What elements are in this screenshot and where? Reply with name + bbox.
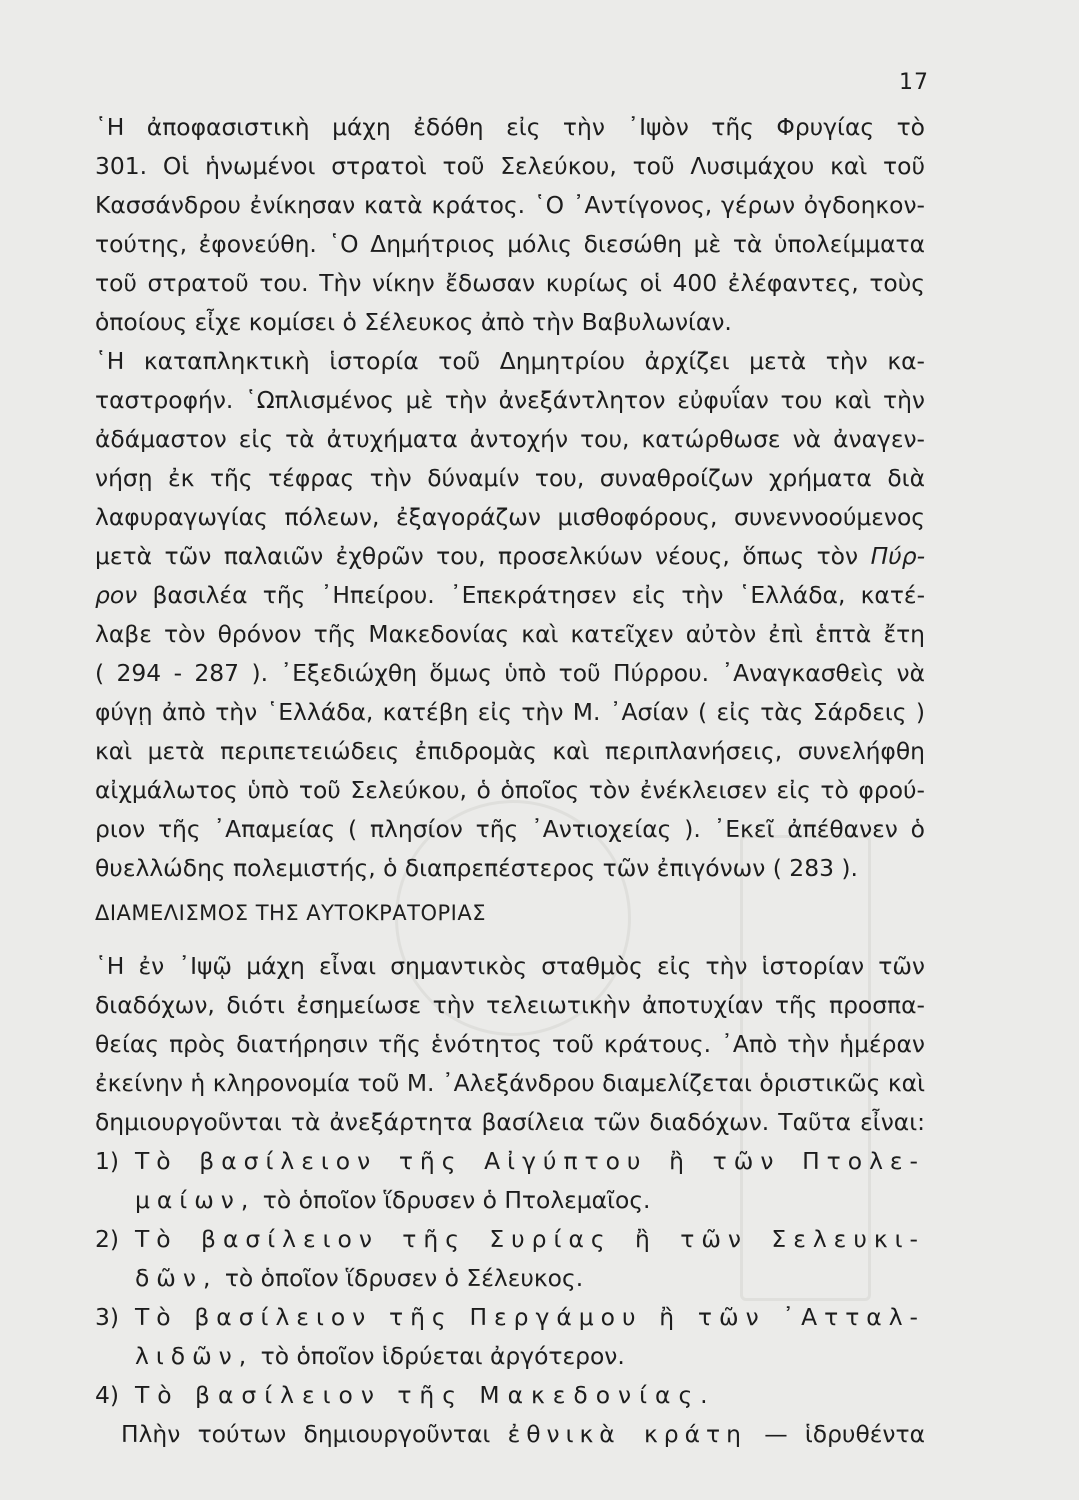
p2-line-9: ( 294 - 287 ). ᾿Εξεδιώχθη ὅμως ὑπὸ τοῦ Πύρρου. ᾿Αναγκασθεὶς νὰ	[95, 659, 925, 687]
p2-line-7-text: βασιλέα τῆς ᾿Ηπείρου. ᾿Επεκράτησεν εἰς τὴν ῾Ελλάδα, κατέ-	[152, 581, 926, 609]
kingdom-title: Τὸ βασίλειον τῆς Συρίας ἢ τῶν Σελευκι-	[135, 1225, 925, 1253]
p2-line-11: καὶ μετὰ περιπετειώδεις ἐπιδρομὰς καὶ περιπλανήσεις, συνελήφθη	[95, 737, 925, 765]
p2-line-7	[95, 576, 925, 615]
kingdom-dynasty: δῶν,	[135, 1264, 218, 1292]
kingdom-item-4	[95, 1376, 925, 1415]
p3-line-3: θείας πρὸς διατήρησιν τῆς ἑνότητος τοῦ κράτους. ᾿Απὸ τὴν ἡμέραν	[95, 1030, 925, 1058]
p3-line-4: ἐκείνην ἡ κληρονομία τοῦ Μ. ᾿Αλεξάνδρου διαμελίζεται ὁριστικῶς καὶ	[95, 1069, 925, 1097]
p1-line-4: τούτης, ἐφονεύθη. ῾Ο Δημήτριος μόλις διεσώθη μὲ τὰ ὑπολείμματα	[95, 230, 925, 258]
final-line-spaced: ἐθνικὰ κράτη	[507, 1420, 747, 1448]
kingdom-item-2	[95, 1220, 925, 1259]
p1-line-3: Κασσάνδρου ἐνίκησαν κατὰ κράτος. ῾Ο ᾿Αντίγονος, γέρων ὀγδοηκον-	[95, 191, 925, 219]
kingdom-title: Τὸ βασίλειον τῆς Μακεδονίας.	[135, 1381, 716, 1409]
pyrrhus-name-part1: Πύρ-	[870, 542, 926, 570]
kingdom-title: Τὸ βασίλειον τῆς Περγάμου ἢ τῶν ᾿Ατταλ-	[135, 1303, 925, 1331]
kingdom-item-3-cont	[95, 1337, 925, 1376]
p1-line-6: ὁποίους εἶχε κομίσει ὁ Σέλευκος ἀπὸ τὴν Βαβυλωνίαν.	[95, 308, 732, 336]
pyrrhus-name-part2: ρον	[95, 581, 138, 609]
p2-line-5: λαφυραγωγίας πόλεων, ἐξαγοράζων μισθοφόρους, συνεννοούμενος	[95, 503, 925, 531]
p2-line-4: νήσῃ ἐκ τῆς τέφρας τὴν δύναμίν του, συναθροίζων χρήματα διὰ	[95, 464, 925, 492]
p3-line-5: δημιουργοῦνται τὰ ἀνεξάρτητα βασίλεια τῶν διαδόχων. Ταῦτα εἶναι:	[95, 1108, 925, 1136]
p1-line-2: 301. Οἱ ἡνωμένοι στρατοὶ τοῦ Σελεύκου, τοῦ Λυσιμάχου καὶ τοῦ	[95, 152, 925, 180]
kingdom-number: 3)	[95, 1303, 120, 1331]
kingdom-title: Τὸ βασίλειον τῆς Αἰγύπτου ἢ τῶν Πτολε-	[135, 1147, 925, 1175]
p2-line-1: ῾Η καταπληκτικὴ ἱστορία τοῦ Δημητρίου ἀρχίζει μετὰ τὴν κα-	[95, 347, 925, 375]
final-line-start: Πλὴν τούτων δημιουργοῦνται	[121, 1420, 491, 1448]
kingdom-item-3	[95, 1298, 925, 1337]
p2-line-8: λαβε τὸν θρόνον τῆς Μακεδονίας καὶ κατεῖχεν αὐτὸν ἐπὶ ἑπτὰ ἔτη	[95, 620, 925, 648]
kingdom-item-2-cont	[95, 1259, 925, 1298]
final-line	[95, 1415, 925, 1454]
page-number: 17	[899, 70, 929, 95]
kingdom-item-1-cont	[95, 1181, 925, 1220]
kingdom-founder: τὸ ὁποῖον ἱδρύεται ἀργότερον.	[260, 1342, 625, 1370]
section-heading: ΔΙΑΜΕΛΙΣΜΟΣ ΤΗΣ ΑΥΤΟΚΡΑΤΟΡΙΑΣ	[95, 901, 486, 925]
p2-line-12: αἰχμάλωτος ὑπὸ τοῦ Σελεύκου, ὁ ὁποῖος τὸν ἐνέκλεισεν εἰς τὸ φρού-	[95, 776, 925, 804]
p2-line-6-text: μετὰ τῶν παλαιῶν ἐχθρῶν του, προσελκύων νέους, ὅπως τὸν	[95, 542, 859, 570]
kingdom-number: 2)	[95, 1225, 120, 1253]
p1-line-1: ῾Η ἀποφασιστικὴ μάχη ἐδόθη εἰς τὴν ᾿Ιψὸν τῆς Φρυγίας τὸ	[95, 113, 925, 141]
kingdom-number: 1)	[95, 1147, 120, 1175]
kingdom-dynasty: λιδῶν,	[135, 1342, 254, 1370]
final-line-end: — ἱδρυθέντα	[764, 1420, 925, 1448]
p2-line-14: θυελλώδης πολεμιστής, ὁ διαπρεπέστερος τῶν ἐπιγόνων ( 283 ).	[95, 854, 858, 882]
p1-line-5: τοῦ στρατοῦ του. Τὴν νίκην ἔδωσαν κυρίως οἱ 400 ἐλέφαντες, τοὺς	[95, 269, 925, 297]
p2-line-2: ταστροφήν. ῾Ωπλισμένος μὲ τὴν ἀνεξάντλητον εὐφυΐαν του καὶ τὴν	[95, 386, 925, 414]
kingdom-founder: τὸ ὁποῖον ἵδρυσεν ὁ Σέλευκος.	[224, 1264, 584, 1292]
p2-line-3: ἀδάμαστον εἰς τὰ ἀτυχήματα ἀντοχήν του, κατώρθωσε νὰ ἀναγεν-	[95, 425, 925, 453]
p2-line-10: φύγῃ ἀπὸ τὴν ῾Ελλάδα, κατέβη εἰς τὴν Μ. ᾿Ασίαν ( εἰς τὰς Σάρδεις )	[95, 698, 925, 726]
p2-line-6	[95, 537, 925, 576]
kingdom-dynasty: μαίων,	[135, 1186, 256, 1214]
p2-line-13: ριον τῆς ᾿Απαμείας ( πλησίον τῆς ᾿Αντιοχείας ). ᾿Εκεῖ ἀπέθανεν ὁ	[95, 815, 925, 843]
main-text	[95, 108, 925, 1454]
p3-line-2: διαδόχων, διότι ἐσημείωσε τὴν τελειωτικὴν ἀποτυχίαν τῆς προσπα-	[95, 991, 925, 1019]
kingdom-number: 4)	[95, 1381, 120, 1409]
p3-line-1: ῾Η ἐν ᾿Ιψῷ μάχη εἶναι σημαντικὸς σταθμὸς εἰς τὴν ἱστορίαν τῶν	[95, 952, 925, 980]
kingdom-item-1	[95, 1142, 925, 1181]
kingdom-founder: τὸ ὁποῖον ἵδρυσεν ὁ Πτολεμαῖος.	[262, 1186, 651, 1214]
